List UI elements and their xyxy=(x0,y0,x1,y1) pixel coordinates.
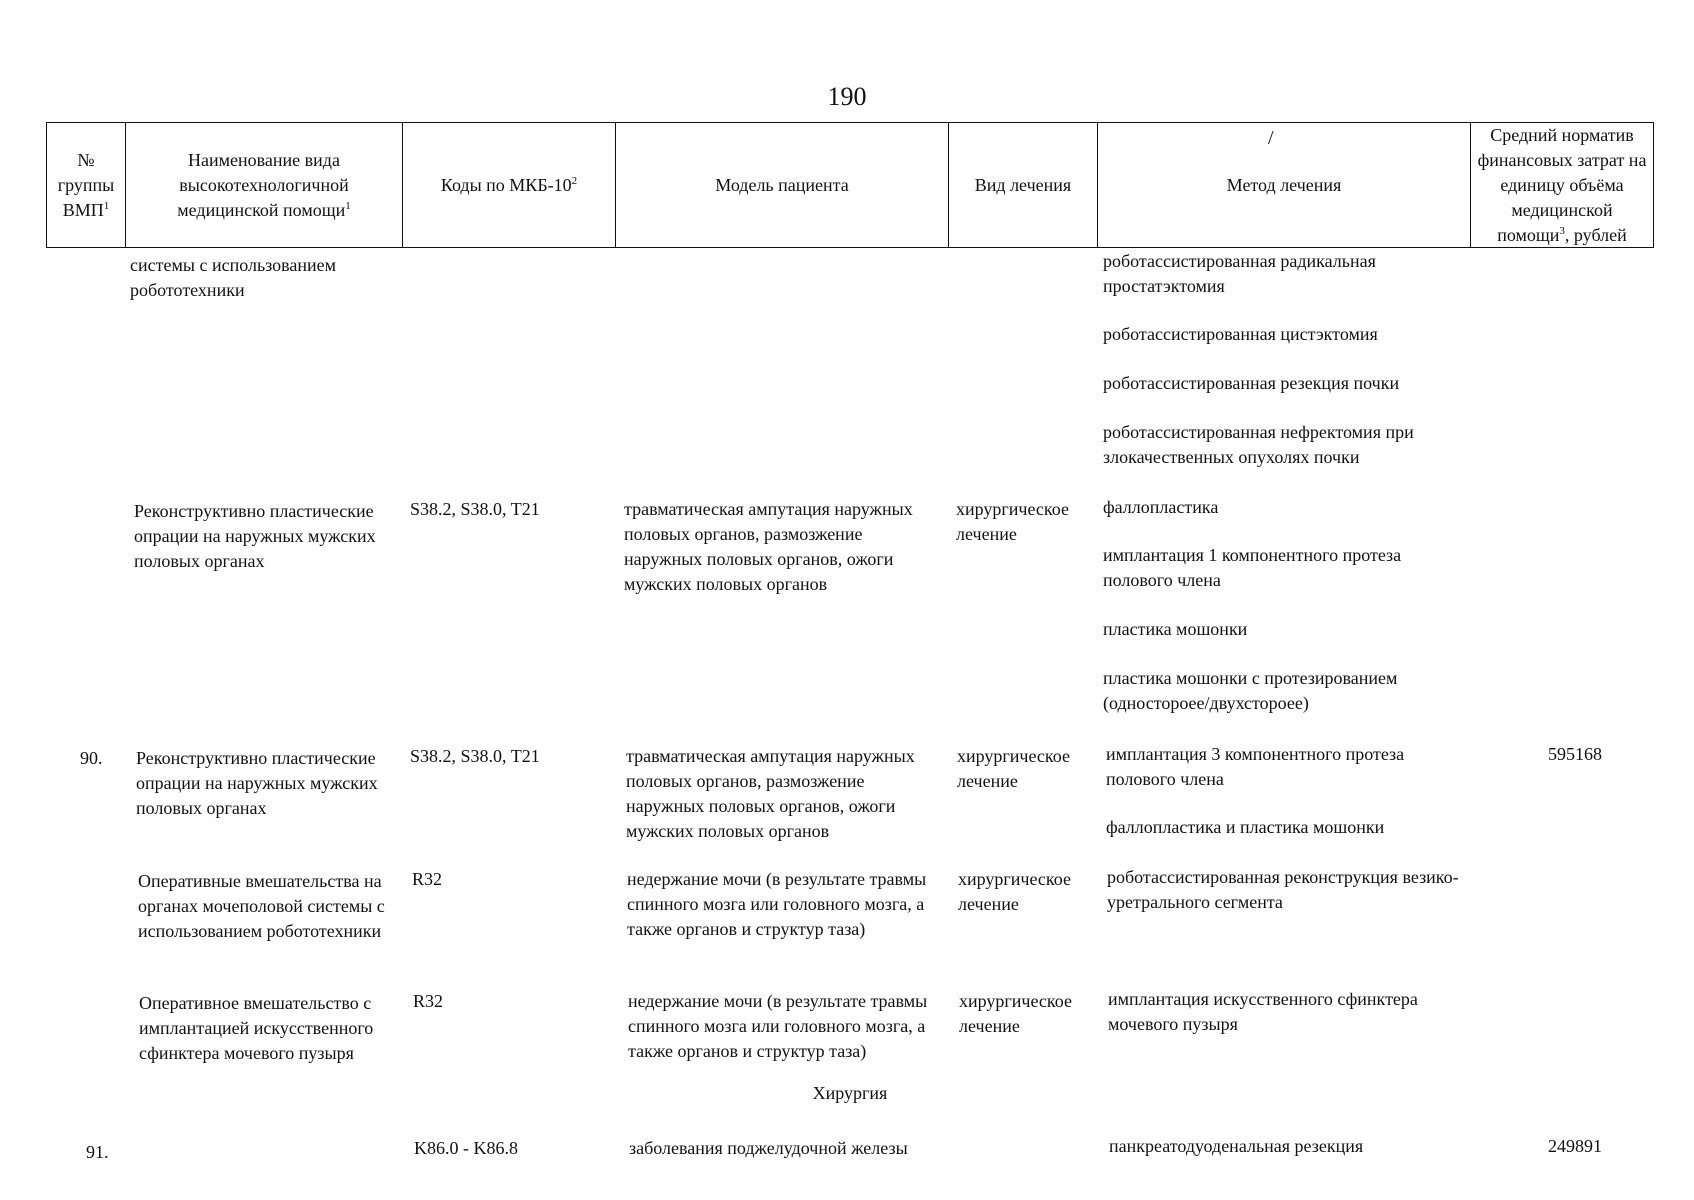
average-cost: 595168 xyxy=(1548,744,1602,764)
table-header xyxy=(46,122,1654,248)
group-number: 91. xyxy=(86,1142,109,1162)
care-type-name: Оперативное вмешательство с имплантацией искусственного сфинктера мочевого пузыря xyxy=(139,993,374,1063)
method-item: роботассистированная цистэктомия xyxy=(1103,324,1378,344)
method-item: роботассистированная резекция почки xyxy=(1103,373,1400,393)
care-type-name: Реконструктивно пластические опрации на наружных мужских половых органах xyxy=(136,748,378,818)
method-item: имплантация 1 компонентного протеза полового члена xyxy=(1103,545,1402,590)
care-type-name: Оперативные вмешательства на органах мочеполовой системы с использованием робототехники xyxy=(138,871,385,941)
method-item: пластика мошонки с протезированием (одностороее/двухстороее) xyxy=(1103,668,1398,713)
patient-model: травматическая ампутация наружных половых органов, размозжение наружных половых органов, ожоги мужских половых органов xyxy=(626,746,915,841)
icd-codes: S38.2, S38.0, T21 xyxy=(410,499,540,519)
method-item: роботассистированная радикальная простатэктомия xyxy=(1103,251,1376,296)
method-item: пластика мошонки xyxy=(1103,619,1248,639)
header-care-type: Наименование вида высокотехнологичной медицинской помощи$^1$ xyxy=(125,123,402,247)
treatment-type: хирургическое лечение xyxy=(957,746,1070,791)
patient-model: недержание мочи (в результате травмы спинного мозга или головного мозга, а также органов и структур таза) xyxy=(628,991,928,1061)
patient-model: недержание мочи (в результате травмы спинного мозга или головного мозга, а также органов и структур таза) xyxy=(627,869,927,939)
scan-mark: / xyxy=(1268,127,1274,149)
header-average-cost: Средний норматив финансовых затрат на единицу объёма медицинской помощи$^3$, рублей xyxy=(1470,123,1653,247)
patient-model: заболевания поджелудочной железы xyxy=(629,1138,908,1158)
icd-codes: K86.0 - K86.8 xyxy=(414,1138,518,1158)
method-item: фаллопластика xyxy=(1103,497,1219,517)
method-item: имплантация 3 компонентного протеза полового члена xyxy=(1106,744,1405,789)
patient-model: травматическая ампутация наружных половых органов, размозжение наружных половых органов, ожоги мужских половых органов xyxy=(624,499,913,594)
header-group-number: № группы ВМП$^1$ xyxy=(57,149,115,220)
treatment-type: хирургическое лечение xyxy=(958,869,1071,914)
page-number: 190 xyxy=(827,82,867,111)
method-item: имплантация искусственного сфинктера мочевого пузыря xyxy=(1108,989,1418,1034)
average-cost: 249891 xyxy=(1548,1136,1602,1156)
icd-codes: R32 xyxy=(413,991,444,1011)
care-type-continuation: системы с использованием робототехники xyxy=(130,255,337,300)
method-item: фаллопластика и пластика мошонки xyxy=(1106,817,1385,837)
method-item: роботассистированная реконструкция везико-уретрального сегмента xyxy=(1107,867,1459,912)
treatment-type: хирургическое лечение xyxy=(956,499,1069,544)
header-treatment-type: Вид лечения xyxy=(948,123,1097,247)
header-icd-codes: Коды по МКБ-$10^2$ xyxy=(402,123,615,247)
header-patient-model: Модель пациента xyxy=(615,123,948,247)
group-number: 90. xyxy=(80,748,103,768)
icd-codes: R32 xyxy=(412,869,443,889)
icd-codes: S38.2, S38.0, T21 xyxy=(410,746,540,766)
section-title: Хирургия xyxy=(812,1083,888,1103)
method-item: панкреатодуоденальная резекция xyxy=(1109,1136,1364,1156)
method-item: роботассистированная нефректомия при злокачественных опухолях почки xyxy=(1103,422,1414,467)
care-type-name: Реконструктивно пластические опрации на наружных мужских половых органах xyxy=(134,501,376,571)
header-treatment-method: Метод лечения xyxy=(1097,123,1470,247)
treatment-type: хирургическое лечение xyxy=(959,991,1072,1036)
